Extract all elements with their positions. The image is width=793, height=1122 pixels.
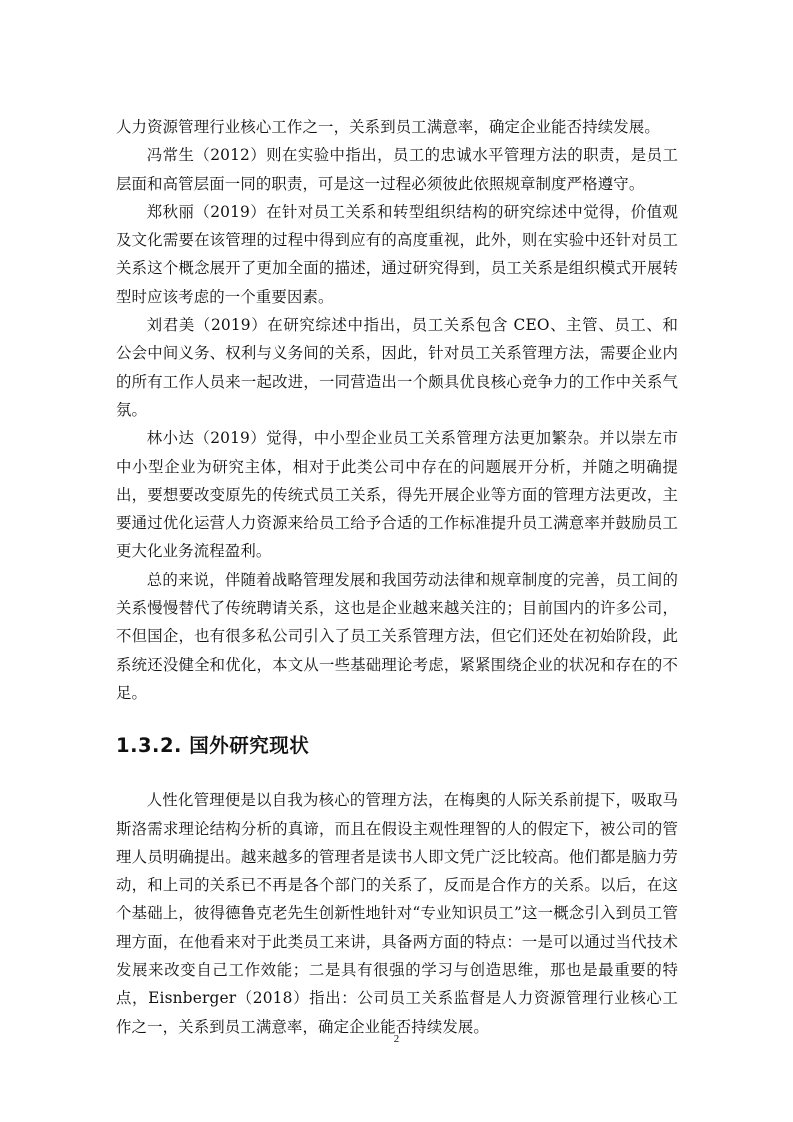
paragraph-continuation: 人力资源管理行业核心工作之一，关系到员工满意率，确定企业能否持续发展。 [116,118,660,136]
paragraph-liu-junmei: 刘君美（2019）在研究综述中指出，员工关系包含 CEO、主管、员工、和公会中间义务、权利与义务间的关系，因此，针对员工关系管理方法，需要企业内的所有工作人员来一起改进，一同营造出一个颇具优良核心竞争力的工作中关系气氛。 [116,316,678,419]
paragraph-humanized-management: 人性化管理便是以自我为核心的管理方法，在梅奥的人际关系前提下，吸取马斯洛需求理论结构分析的真谛，而且在假设主观性理智的人的假定下，被公司的管理人员明确提出。越来越多的管理者是读书人即文凭广泛比较高。他们都是脑力劳动，和上司的关系已不再是各个部门的关系了，反而是合作方的关系。以后，在这个基础上，彼得德鲁克老先生创新性地针对“专业知识员工”这一概念引入到员工管理方面，在他看来对于此类员工来讲，具备两方面的特点：一是可以通过当代技术发展来改变自己工作效能；二是具有很强的学习与创造思维，那也是最重要的特点，Eisnberger（2018）指出：公司员工关系监督是人力资源管理行业核心工作之一，关系到员工满意率，确定企业能否持续发展。 [116,791,678,1036]
paragraph-zheng-qiuli: 郑秋丽（2019）在针对员工关系和转型组织结构的研究综述中觉得，价值观及文化需要在该管理的过程中得到应有的高度重视，此外，则在实验中还针对员工关系这个概念展开了更加全面的描述，通过研究得到，员工关系是组织模式开展转型时应该考虑的一个重要因素。 [116,202,678,306]
section-heading: 1.3.2. 国外研究现状 [116,734,310,758]
paragraph-summary: 总的来说，伴随着战略管理发展和我国劳动法律和规章制度的完善，员工间的关系慢慢替代了传统聘请关系，这也是企业越来越关注的；目前国内的许多公司，不但国企，也有很多私公司引入了员工关系管理方法，但它们还处在初始阶段，此系统还没健全和优化，本文从一些基础理论考虑，紧紧围绕企业的状况和存在的不足。 [116,570,678,702]
paragraph-feng-changsheng: 冯常生（2012）则在实验中指出，员工的忠诚水平管理方法的职责，是员工层面和高管层面一同的职责，可是这一过程必须彼此依照规章制度严格遵守。 [116,146,678,193]
page-content [116,113,678,1041]
paragraph-lin-xiaoda: 林小达（2019）觉得，中小型企业员工关系管理方法更加繁杂。并以崇左市中小型企业为研究主体，相对于此类公司中存在的问题展开分析，并随之明确提出，要想要改变原先的传统式员工关系，得先开展企业等方面的管理方法更改，主要通过优化运营人力资源来给员工给予合适的工作标准提升员工满意率并鼓励员工更大化业务流程盈利。 [116,429,678,561]
page-number: 2 [393,1033,400,1045]
